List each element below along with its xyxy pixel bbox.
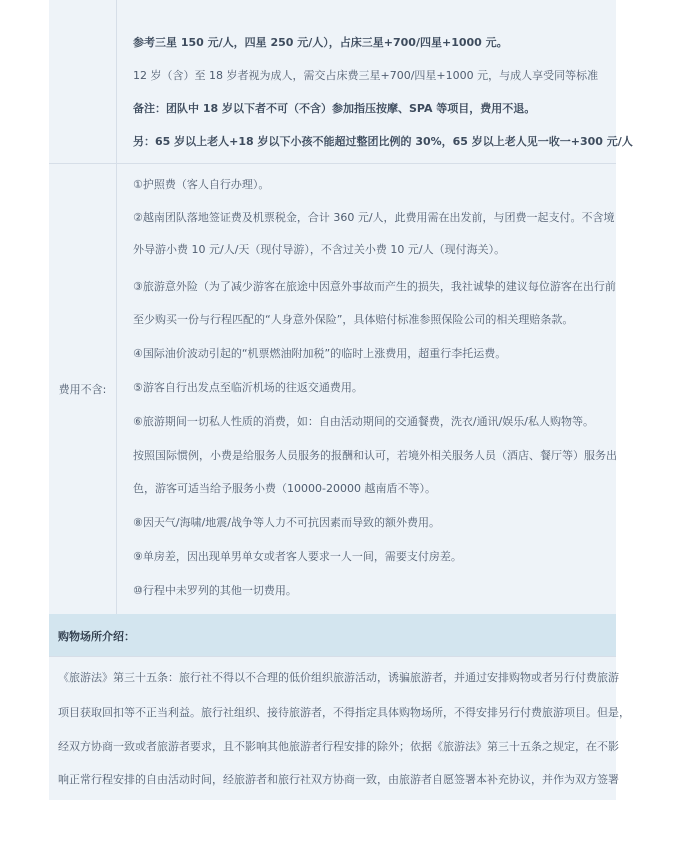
exclusion-item-10: ⑩行程中未罗列的其他一切费用。 [133,584,297,597]
exclusion-item-5: ⑤游客自行出发点至临沂机场的往返交通费用。 [133,381,363,394]
price-reference-line: 参考三星 150 元/人，四星 250 元/人），占床三星+700/四星+1000 元。 [133,36,508,49]
exclusion-item-7-cont: 色，游客可适当给予服务小费（10000-20000 越南盾不等）。 [133,482,436,495]
exclusion-item-3: ③旅游意外险（为了减少游客在旅途中因意外事故而产生的损失，我社诚挚的建议每位游客在出行前 [133,280,616,293]
shopping-section-header [49,614,616,656]
shopping-header-title: 购物场所介绍： [58,630,135,643]
row-divider [49,163,616,164]
exclusions-label: 费用不含: [58,383,107,396]
exclusion-item-3-cont: 至少购买一份与行程匹配的“人身意外保险”，具体赔付标准参照保险公司的相关理赔条款。 [133,313,574,326]
exclusion-item-8: ⑧因天气/海啸/地震/战争等人力不可抗因素而导致的额外费用。 [133,516,440,529]
shopping-text-line-4: 响正常行程安排的自由活动时间，经旅游者和旅行社双方协商一致，由旅游者自愿签署本补充协议，并作为双方签署 [58,773,619,786]
note-line: 备注：团队中 18 岁以下者不可（不含）参加指压按摩、SPA 等项目，费用不退。 [133,102,536,115]
exclusion-item-2: ②越南团队落地签证费及机票税金，合计 360 元/人，此费用需在出发前，与团费一起支付。不含境 [133,211,615,224]
shopping-text-line-3: 经双方协商一致或者旅游者要求，且不影响其他旅游者行程安排的除外；依据《旅游法》第三十五条之规定，在不影 [58,740,619,753]
adult-age-line: 12 岁（含）至 18 岁者视为成人，需交占床费三星+700/四星+1000 元，与成人享受同等标准 [133,69,599,82]
exclusion-item-1: ①护照费（客人自行办理）。 [133,178,270,191]
exclusion-item-9: ⑨单房差，因出现单男单女或者客人要求一人一间，需要支付房差。 [133,550,462,563]
exclusion-item-6: ⑥旅游期间一切私人性质的消费，如：自由活动期间的交通餐费，洗衣/通讯/娱乐/私人购物等。 [133,415,594,428]
column-divider [116,0,117,614]
exclusion-item-7: 按照国际惯例，小费是给服务人员服务的报酬和认可，若境外相关服务人员（酒店、餐厅等）服务出 [133,449,617,462]
shopping-text-line-2: 项目获取回扣等不正当利益。旅行社组织、接待旅游者，不得指定具体购物场所，不得安排另行付费旅游项目。但是， [58,706,630,719]
exclusion-item-2-cont: 外导游小费 10 元/人/天（现付导游），不含过关小费 10 元/人（现付海关）。 [133,243,506,256]
exclusion-item-4: ④国际油价波动引起的“机票燃油附加税”的临时上涨费用，超重行李托运费。 [133,347,507,360]
shopping-text-line-1: 《旅游法》第三十五条：旅行社不得以不合理的低价组织旅游活动，诱骗旅游者，并通过安排购物或者另行付费旅游 [58,671,619,684]
row-divider [49,656,616,657]
age-ratio-line: 另：65 岁以上老人+18 岁以下小孩不能超过整团比例的 30%，65 岁以上老人见一收一+300 元/人 [133,135,633,148]
document-table [49,0,633,800]
